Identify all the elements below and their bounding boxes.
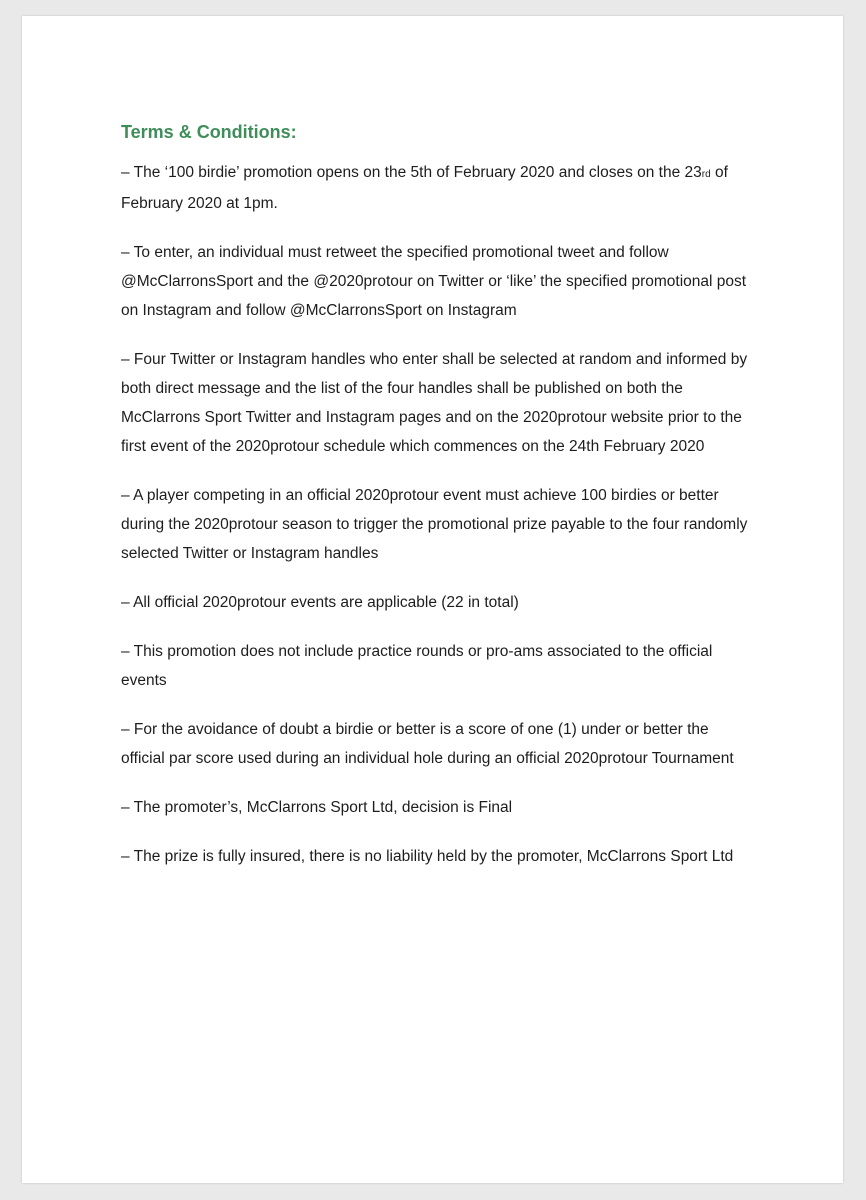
paragraph-1-text-end: of February 2020 at 1pm. — [121, 164, 728, 212]
paragraph-1-text: – The ‘100 birdie’ promotion opens on the 5th of February 2020 and closes on the 23 — [121, 164, 702, 181]
terms-heading: Terms & Conditions: — [121, 122, 297, 142]
paragraph-promotion-dates — [121, 158, 751, 218]
document-content — [121, 120, 751, 891]
paragraph-prize-trigger: – A player competing in an official 2020protour event must achieve 100 birdies or better during the 2020protour season to trigger the promotional prize payable to the four randomly selected Twitter or Instagram handles — [121, 487, 748, 562]
document-page — [22, 16, 843, 1183]
paragraph-applicable-events: – All official 2020protour events are applicable (22 in total) — [121, 594, 519, 611]
paragraph-winner-selection: – Four Twitter or Instagram handles who enter shall be selected at random and informed by both direct message and the list of the four handles shall be published on both the McClarrons Sport Twitter and Instagram pages and on the 2020protour website prior to the first event of the 2020protour schedule which commences on the 24th February 2020 — [121, 351, 748, 455]
paragraph-decision-final: – The promoter’s, McClarrons Sport Ltd, decision is Final — [121, 799, 513, 816]
paragraph-insurance: – The prize is fully insured, there is no liability held by the promoter, McClarrons Sport Ltd — [121, 848, 734, 865]
paragraph-exclusions: – This promotion does not include practice rounds or pro-ams associated to the official events — [121, 643, 713, 689]
paragraph-birdie-definition: – For the avoidance of doubt a birdie or better is a score of one (1) under or better the official par score used during an individual hole during an official 2020protour Tournament — [121, 721, 734, 767]
ordinal-suffix: rd — [701, 169, 711, 180]
paragraph-how-to-enter: – To enter, an individual must retweet the specified promotional tweet and follow @McClarronsSport and the @2020protour on Twitter or ‘like’ the specified promotional post on Instagram and follow @McClarronsSport on Instagram — [121, 244, 747, 319]
